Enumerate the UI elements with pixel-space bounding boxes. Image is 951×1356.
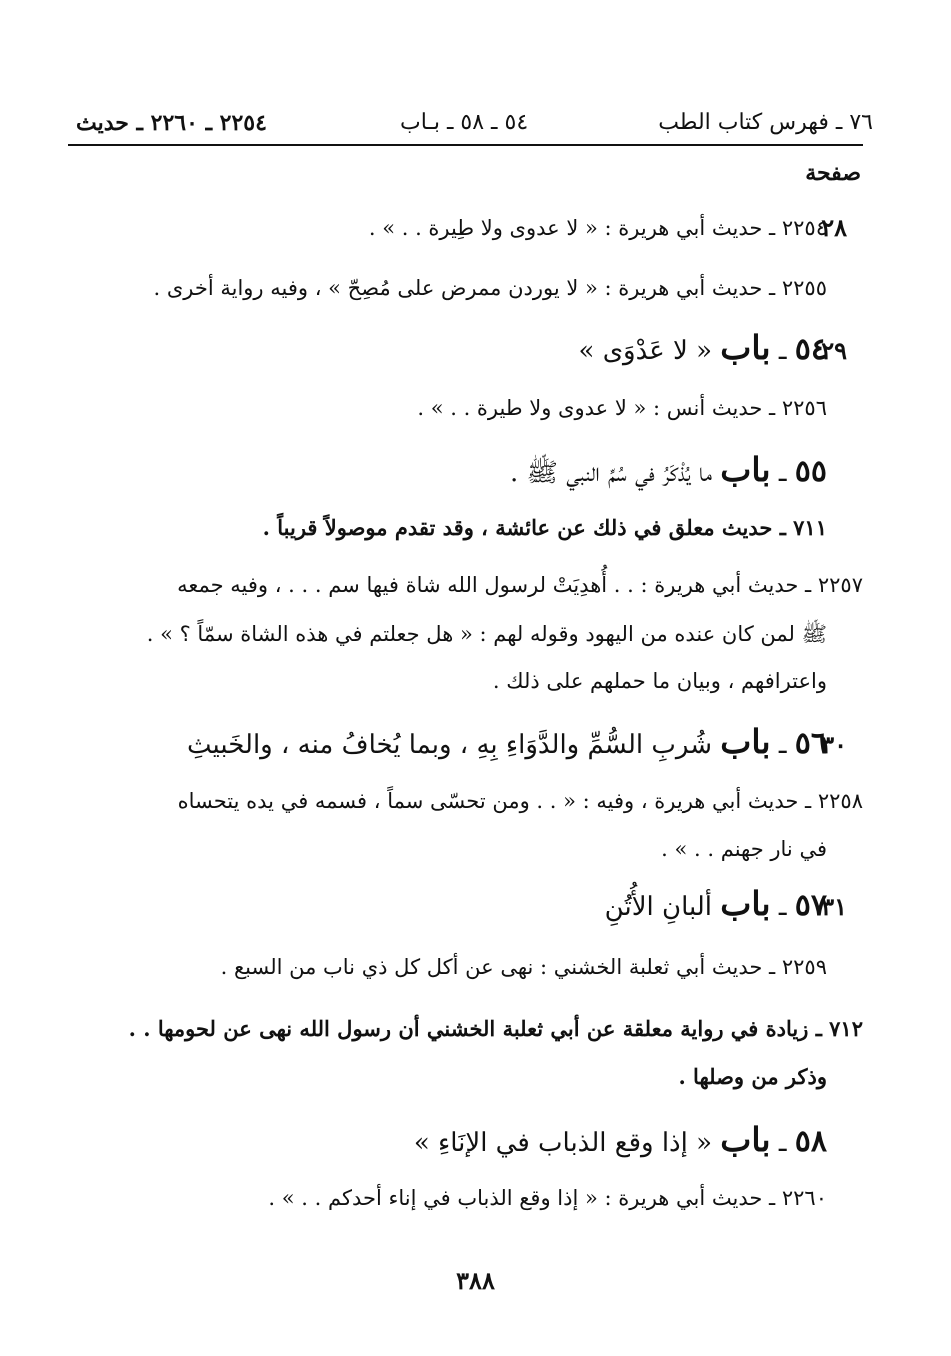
- chapter-word: باب: [720, 328, 771, 367]
- chapter-heading: ٥٨ ـ باب « إذا وقع الذباب في الإنَاءِ »: [413, 1120, 827, 1159]
- chapter-number: ٥٦: [794, 726, 827, 761]
- chapter-title: ما يُذْكَرُ في سُمِّ النبي ﷺ .: [510, 458, 713, 488]
- running-header-chapters: ٥٤ ـ ٥٨ ـ بـاب: [400, 110, 529, 135]
- hadith-entry-continued: واعترافهم ، وبيان ما حملهم على ذلك .: [492, 669, 827, 693]
- hadith-entry: ٧١١ ـ حديث معلق في ذلك عن عائشة ، وقد تقدم موصولاً قريباً .: [262, 515, 827, 540]
- chapter-number: ٥٥: [794, 454, 827, 489]
- hadith-entry: ٧١٢ ـ زيادة في رواية معلقة عن أبي ثعلبة الخشني أن رسول الله نهى عن لحومها . .: [128, 1016, 863, 1041]
- hadith-entry: ٢٢٥٨ ـ حديث أبي هريرة ، وفيه : « . . ومن تحسّى سماً ، فسمه في يده يتحساه: [177, 789, 863, 813]
- hadith-entry-continued: وذكر من وصلها .: [678, 1064, 827, 1089]
- chapter-word: باب: [720, 884, 771, 923]
- hadith-entry-continued: ﷺ لمن كان عنده من اليهود وقوله لهم : « هل جعلتم في هذه الشاة سمّاً ؟ » .: [146, 622, 827, 646]
- hadith-entry: ٢٢٥٧ ـ حديث أبي هريرة : . . أُهدِيَتْ لرسول الله شاة فيها سم . . . ، وفيه جمعه: [177, 573, 863, 597]
- chapter-number: ٥٨: [794, 1124, 827, 1159]
- page-column-label: صفحة: [805, 160, 861, 186]
- chapter-heading: ٥٦ ـ باب شُربِ السُّمِّ والدَّوَاءِ بِهِ ، وبما يُخافُ منه ، والخَبيثِ: [187, 722, 827, 761]
- hadith-entry: ٢٢٥٦ ـ حديث أنس : « لا عدوى ولا طيرة . . » .: [417, 396, 827, 420]
- page-ref: ٣١: [821, 892, 847, 921]
- chapter-title: « لا عَدْوَى »: [578, 336, 713, 366]
- chapter-heading: ٥٤ ـ باب « لا عَدْوَى »: [578, 328, 827, 367]
- page-ref: ٢٨: [821, 213, 847, 242]
- hadith-entry: ٢٢٥٤ ـ حديث أبي هريرة : « لا عدوى ولا طِيرة . . » .: [368, 216, 827, 240]
- chapter-word: باب: [720, 1120, 771, 1159]
- hadith-entry-continued: في نار جهنم . . » .: [661, 837, 827, 861]
- hadith-entry: ٢٢٦٠ ـ حديث أبي هريرة : « إذا وقع الذباب في إناء أحدكم . . » .: [268, 1186, 827, 1210]
- hadith-entry: ٢٢٥٥ ـ حديث أبي هريرة : « لا يوردن ممرض على مُصِحّ » ، وفيه رواية أخرى .: [153, 276, 827, 300]
- chapter-heading: ٥٧ ـ باب ألبانِ الأُتُنِ: [604, 884, 827, 923]
- chapter-title: « إذا وقع الذباب في الإنَاءِ »: [413, 1128, 713, 1158]
- running-header-hadith-range: ٢٢٥٤ ـ ٢٢٦٠ ـ حديث: [76, 110, 267, 136]
- running-header-title: ٧٦ ـ فهرس كتاب الطب: [658, 110, 873, 135]
- chapter-title: ألبانِ الأُتُنِ: [604, 892, 713, 922]
- chapter-number: ٥٤: [794, 332, 827, 367]
- chapter-title: شُربِ السُّمِّ والدَّوَاءِ بِهِ ، وبما يُخافُ منه ، والخَبيثِ: [187, 730, 713, 760]
- page-ref: ٣٠: [821, 730, 847, 759]
- chapter-heading: ٥٥ ـ باب ما يُذْكَرُ في سُمِّ النبي ﷺ .: [510, 450, 827, 489]
- header-rule: [68, 144, 863, 146]
- chapter-word: باب: [720, 722, 771, 761]
- page-number: ٣٨٨: [456, 1266, 495, 1295]
- chapter-word: باب: [720, 450, 771, 489]
- hadith-entry: ٢٢٥٩ ـ حديث أبي ثعلبة الخشني : نهى عن أكل كل ذي ناب من السبع .: [220, 955, 827, 979]
- page-ref: ٢٩: [821, 336, 847, 365]
- chapter-number: ٥٧: [794, 888, 827, 923]
